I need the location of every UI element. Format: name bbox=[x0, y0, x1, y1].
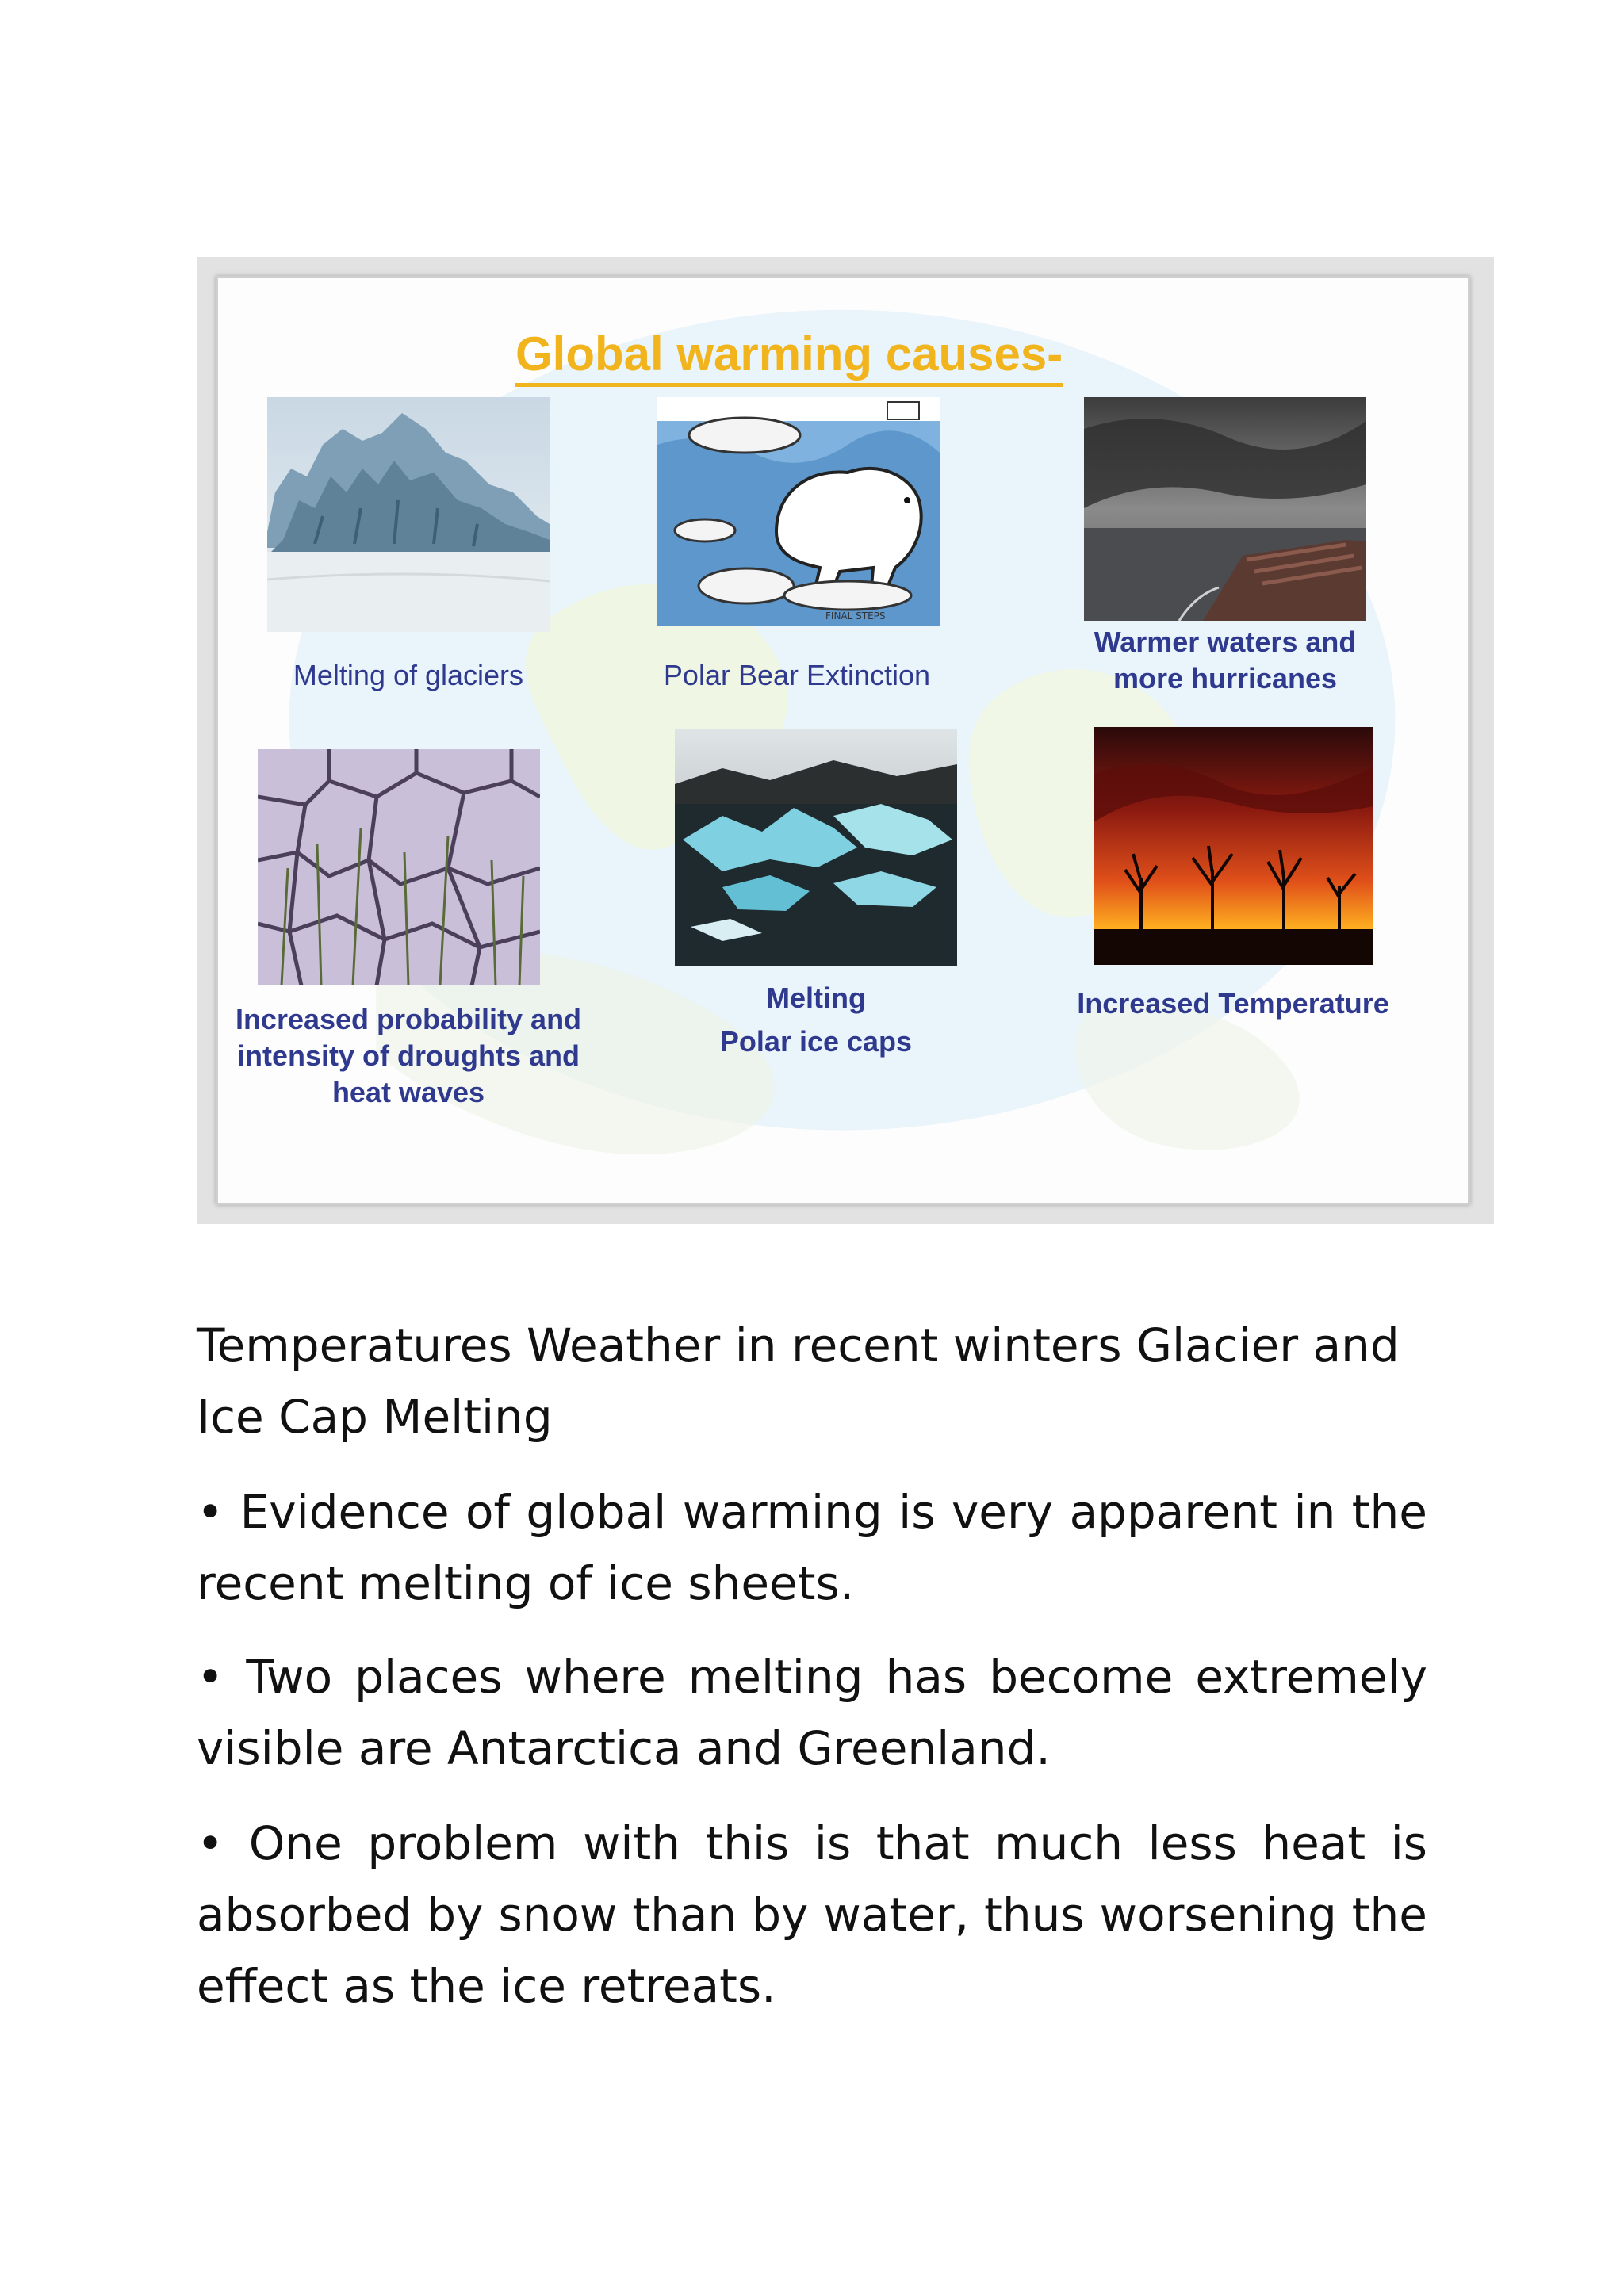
bullet-two-places: • Two places where melting has become extremely visible are Antarctica and Greenland. bbox=[197, 1650, 1427, 1775]
caption-increased-temperature: Increased Temperature bbox=[1077, 987, 1389, 1020]
caption-line: intensity of droughts and bbox=[237, 1039, 580, 1072]
body-heading: Temperatures Weather in recent winters Glacier and Ice Cap Melting bbox=[197, 1318, 1400, 1444]
caption-line: Polar ice caps bbox=[719, 1025, 913, 1058]
bullet-evidence: • Evidence of global warming is very apparent in the recent melting of ice sheets. bbox=[197, 1485, 1427, 1610]
caption-droughts-heat-waves bbox=[234, 1001, 583, 1111]
caption-polar-bear-extinction: Polar Bear Extinction bbox=[663, 659, 931, 691]
slide-figure bbox=[197, 257, 1494, 1224]
glacier-image bbox=[267, 397, 550, 632]
caption-line: Melting bbox=[766, 982, 866, 1014]
caption-line: heat waves bbox=[331, 1076, 485, 1108]
caption-line: more hurricanes bbox=[1113, 662, 1338, 695]
caption-line: Warmer waters and bbox=[1094, 626, 1357, 658]
caption-warmer-waters bbox=[1067, 624, 1384, 697]
polar-bear-cartoon-image bbox=[657, 397, 940, 626]
svg-text:FINAL STEPS: FINAL STEPS bbox=[825, 610, 886, 622]
slide bbox=[216, 276, 1470, 1205]
fiery-sunset-image bbox=[1094, 727, 1373, 965]
caption-melting-glaciers: Melting of glaciers bbox=[293, 659, 524, 691]
caption-melting-polar-ice-caps bbox=[657, 976, 975, 1063]
bullet-one-problem: • One problem with this is that much less heat is absorbed by snow than by water, thus worsening the effect as the ice retreats. bbox=[197, 1816, 1427, 2013]
cracked-earth-image bbox=[258, 749, 540, 985]
ship-storm-image bbox=[1084, 397, 1366, 621]
slide-title: Global warming causes- bbox=[515, 326, 1063, 387]
caption-line: Increased probability and bbox=[235, 1003, 582, 1035]
ice-floes-image bbox=[675, 729, 957, 966]
